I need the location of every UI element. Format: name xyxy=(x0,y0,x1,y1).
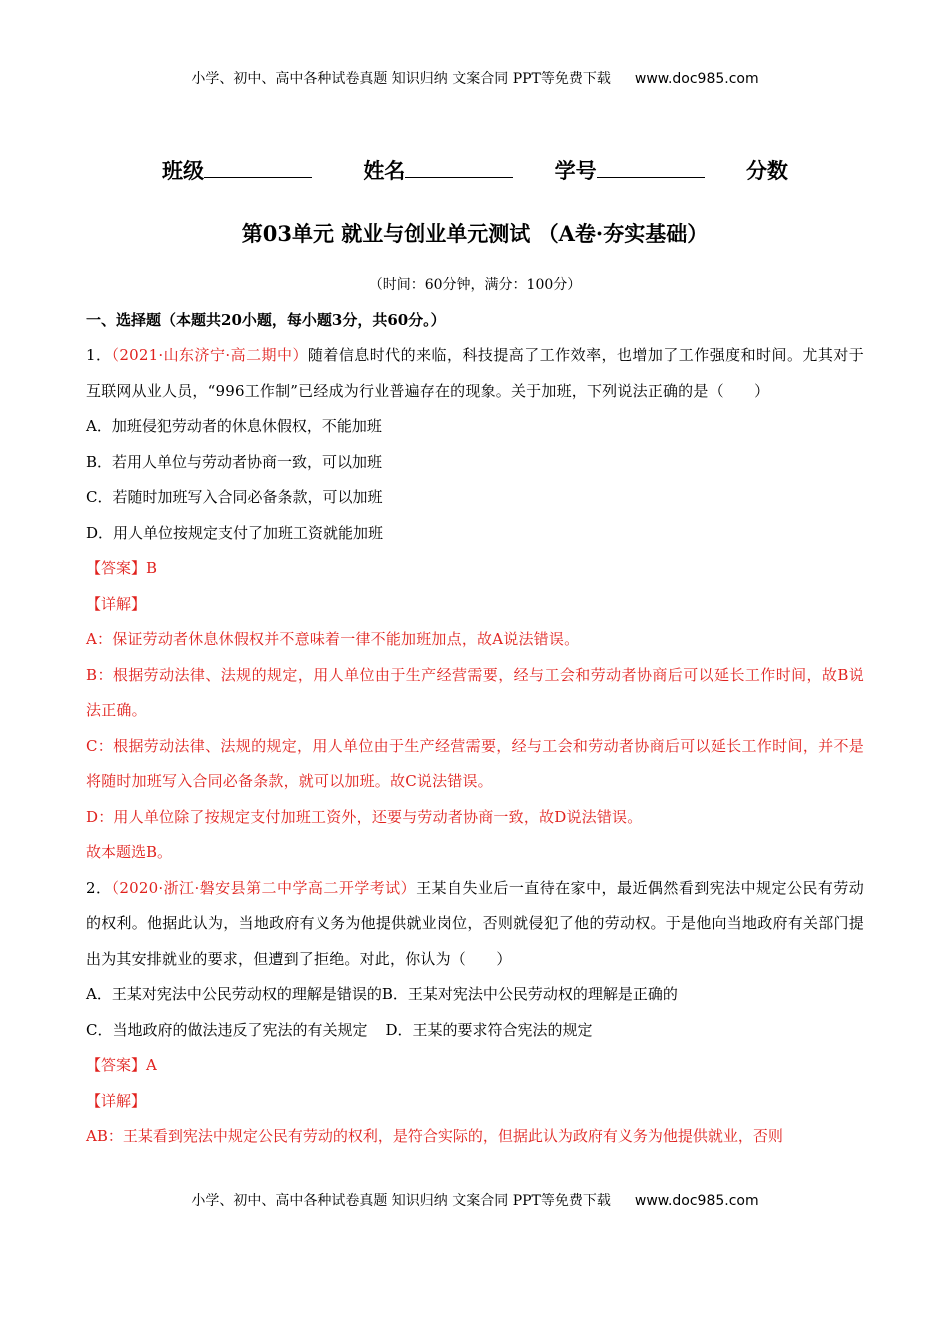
question-2-answer-value: A xyxy=(146,1056,157,1074)
question-2-option-a: A．王某对宪法中公民劳动权的理解是错误的 xyxy=(86,985,382,1003)
question-2-stem xyxy=(86,871,864,978)
question-1-detail-b: B：根据劳动法律、法规的规定，用人单位由于生产经营需要，经与工会和劳动者协商后可以延长工作时间，故B说法正确。 xyxy=(86,665,864,719)
exam-content xyxy=(86,308,864,1155)
time-and-score-line: （时间：60分钟，满分：100分） xyxy=(368,277,582,293)
name-blank[interactable] xyxy=(405,155,513,178)
question-1-detail-d: D：用人单位除了按规定支付加班工资外，还要与劳动者协商一致，故D说法错误。 xyxy=(86,807,643,826)
score-label: 分数 xyxy=(745,158,788,183)
question-1-stem xyxy=(86,338,864,409)
question-2-options-row-1 xyxy=(86,977,864,1013)
score-field xyxy=(746,155,788,185)
question-1-conclusion: 故本题选B。 xyxy=(86,843,173,861)
question-2-detail-label: 【详解】 xyxy=(86,1091,147,1110)
question-1-number: 1． xyxy=(86,346,112,364)
question-2-number: 2． xyxy=(86,878,112,897)
question-1-option-b: B．若用人单位与劳动者协商一致，可以加班 xyxy=(86,452,383,471)
question-1-answer xyxy=(86,551,864,587)
question-1-answer-label: 【答案】 xyxy=(86,559,147,577)
question-2-answer-label: 【答案】 xyxy=(86,1056,147,1074)
question-1-detail-c: C：根据劳动法律、法规的规定，用人单位由于生产经营需要，经与工会和劳动者协商后可以延长工作时间，并不是将随时加班写入合同必备条款，就可以加班。故C说法错误。 xyxy=(86,736,864,790)
student-id-field[interactable] xyxy=(555,155,705,185)
student-id-label: 学号 xyxy=(554,158,597,183)
question-1-source: （2021·山东济宁·高二期中） xyxy=(111,346,308,364)
footer-url-link[interactable]: www.doc985.com xyxy=(634,1193,759,1209)
class-blank[interactable] xyxy=(204,155,312,178)
name-field[interactable] xyxy=(363,155,513,185)
question-2-option-d: D．王某的要求符合宪法的规定 xyxy=(385,1020,593,1039)
question-1-answer-value: B xyxy=(146,559,158,577)
question-2-stem-text: 王某自失业后一直待在家中，最近偶然看到宪法中规定公民有劳动的权利。他据此认为，当地政府有义务为他提供就业岗位，否则就侵犯了他的劳动权。于是他向当地政府有关部门提出为其安排就业的要求，但遭到了拒绝。对此，你认为（ ） xyxy=(86,878,864,968)
question-1-option-a: A．加班侵犯劳动者的休息休假权，不能加班 xyxy=(86,417,382,435)
section-heading: 一、选择题（本题共20小题，每小题3分，共60分。） xyxy=(86,311,446,329)
question-1 xyxy=(86,338,864,871)
header-url-link[interactable]: www.doc985.com xyxy=(634,71,759,87)
question-2-source: （2020·浙江·磐安县第二中学高二开学考试） xyxy=(111,878,417,897)
footer-text: 小学、初中、高中各种试卷真题 知识归纳 文案合同 PPT等免费下载 xyxy=(191,1193,611,1209)
question-2 xyxy=(86,871,864,1155)
class-field[interactable] xyxy=(162,155,312,185)
student-id-blank[interactable] xyxy=(597,155,705,178)
name-label: 姓名 xyxy=(363,158,406,183)
question-2-options-row-2 xyxy=(86,1013,864,1049)
class-label: 班级 xyxy=(162,158,204,183)
question-1-option-d: D．用人单位按规定支付了加班工资就能加班 xyxy=(86,523,384,542)
page-header xyxy=(0,68,950,88)
header-text: 小学、初中、高中各种试卷真题 知识归纳 文案合同 PPT等免费下载 xyxy=(191,71,611,87)
question-2-option-b: B．王某对宪法中公民劳动权的理解是正确的 xyxy=(381,985,678,1003)
page-footer xyxy=(0,1190,950,1210)
question-1-option-c: C．若随时加班写入合同必备条款，可以加班 xyxy=(86,488,383,506)
student-info-line xyxy=(162,155,788,185)
question-1-detail-label: 【详解】 xyxy=(86,594,147,613)
question-2-answer xyxy=(86,1048,864,1084)
question-2-detail-ab: AB：王某看到宪法中规定公民有劳动的权利，是符合实际的，但据此认为政府有义务为他提供就业，否则 xyxy=(86,1127,783,1145)
question-2-option-c: C．当地政府的做法违反了宪法的有关规定 xyxy=(86,1020,368,1039)
question-1-detail-a: A：保证劳动者休息休假权并不意味着一律不能加班加点，故A说法错误。 xyxy=(86,630,580,648)
page-title: 第03单元 就业与创业单元测试 （A卷·夯实基础） xyxy=(241,221,709,246)
question-1-stem-text: 随着信息时代的来临，科技提高了工作效率，也增加了工作强度和时间。尤其对于互联网从业人员，“996工作制”已经成为行业普遍存在的现象。关于加班，下列说法正确的是（ ） xyxy=(86,346,864,400)
